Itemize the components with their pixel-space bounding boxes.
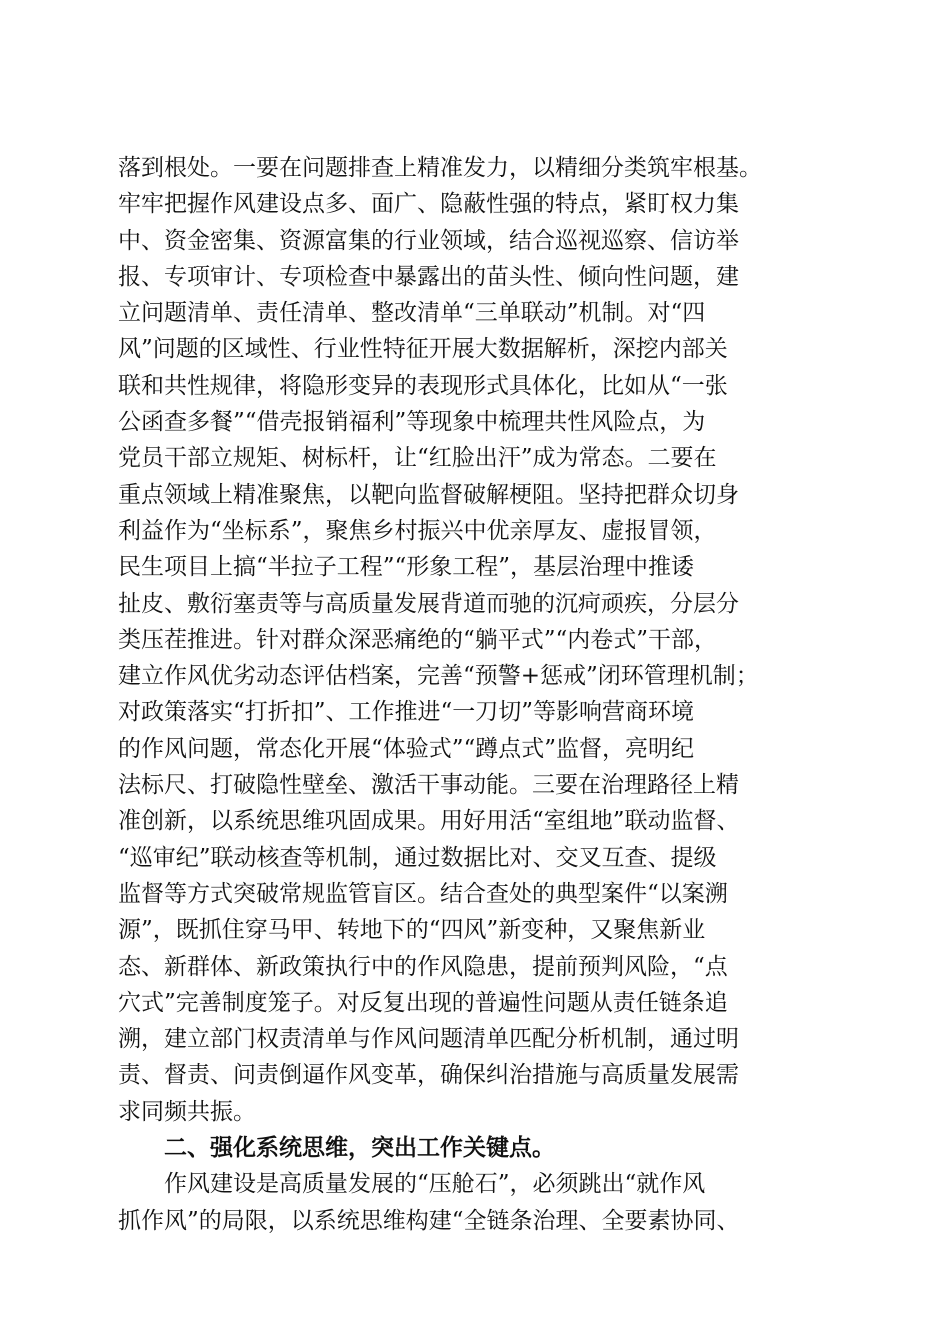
- paragraph-line: 作风建设是高质量发展的“压舱石”，必须跳出“就作风: [164, 1171, 706, 1198]
- paragraph-line: 溯，建立部门权责清单与作风问题清单匹配分析机制，通过明: [118, 1026, 739, 1053]
- paragraph-line: 民生项目上搞“半拉子工程”“形象工程”，基层治理中推诿: [118, 554, 695, 581]
- paragraph-line: 联和共性规律，将隐形变异的表现形式具体化，比如从“一张: [118, 372, 728, 399]
- paragraph-line: 党员干部立规矩、树标杆，让“红脸出汗”成为常态。二要在: [118, 445, 717, 472]
- paragraph-line: 重点领域上精准聚焦，以靶向监督破解梗阻。坚持把群众切身: [118, 481, 739, 508]
- paragraph-line: “巡审纪”联动核查等机制，通过数据比对、交叉互查、提级: [118, 844, 717, 871]
- paragraph-line: 落到根处。一要在问题排查上精准发力，以精细分类筑牢根基。: [118, 155, 762, 181]
- paragraph-line: 风”问题的区域性、行业性特征开展大数据解析，深挖内部关: [118, 336, 728, 363]
- paragraph-line: 利益作为“坐标系”，聚焦乡村振兴中优亲厚友、虚报冒领，: [118, 517, 717, 544]
- paragraph-line: 的作风问题，常态化开展“体验式”“蹲点式”监督，亮明纪: [118, 735, 695, 762]
- paragraph-line: 扯皮、敷衍塞责等与高质量发展背道而驰的沉疴顽疾，分层分: [118, 590, 739, 617]
- paragraph-line: 公函查多餐”“借壳报销福利”等现象中梳理共性风险点，为: [118, 409, 706, 436]
- paragraph-line: 抓作风”的局限，以系统思维构建“全链条治理、全要素协同、: [118, 1207, 740, 1234]
- paragraph-line: 穴式”完善制度笼子。对反复出现的普遍性问题从责任链条追: [118, 989, 728, 1016]
- paragraph-line: 责、督责、问责倒逼作风变革，确保纠治措施与高质量发展需: [118, 1062, 739, 1089]
- paragraph-line: 对政策落实“打折扣”、工作推进“一刀切”等影响营商环境: [118, 699, 695, 726]
- paragraph-line: 法标尺、打破隐性壁垒、激活干事动能。三要在治理路径上精: [118, 772, 739, 799]
- document-body: [118, 150, 838, 1239]
- paragraph-line: 立问题清单、责任清单、整改清单“三单联动”机制。对“四: [118, 300, 706, 327]
- paragraph-line: 牢牢把握作风建设点多、面广、隐蔽性强的特点，紧盯权力集: [118, 191, 739, 218]
- paragraph-line: 监督等方式突破常规监管盲区。结合查处的典型案件“以案溯: [118, 880, 728, 907]
- paragraph-line: 建立作风优劣动态评估档案，完善“预警+惩戒”闭环管理机制；: [118, 663, 759, 690]
- paragraph-line: 源”，既抓住穿马甲、转地下的“四风”新变种，又聚焦新业: [118, 917, 706, 944]
- paragraph-line: 态、新群体、新政策执行中的作风隐患，提前预判风险，“点: [118, 953, 728, 980]
- paragraph-line: 求同频共振。: [118, 1098, 256, 1125]
- paragraph-line: 中、资金密集、资源富集的行业领域，结合巡视巡察、信访举: [118, 227, 739, 254]
- paragraph-line: 准创新，以系统思维巩固成果。用好用活“室组地”联动监督、: [118, 808, 740, 835]
- paragraph-line: 类压茬推进。针对群众深恶痛绝的“躺平式”“内卷式”干部，: [118, 626, 718, 653]
- section-heading: 二、强化系统思维，突出工作关键点。: [164, 1135, 555, 1162]
- paragraph-line: 报、专项审计、专项检查中暴露出的苗头性、倾向性问题，建: [118, 263, 739, 290]
